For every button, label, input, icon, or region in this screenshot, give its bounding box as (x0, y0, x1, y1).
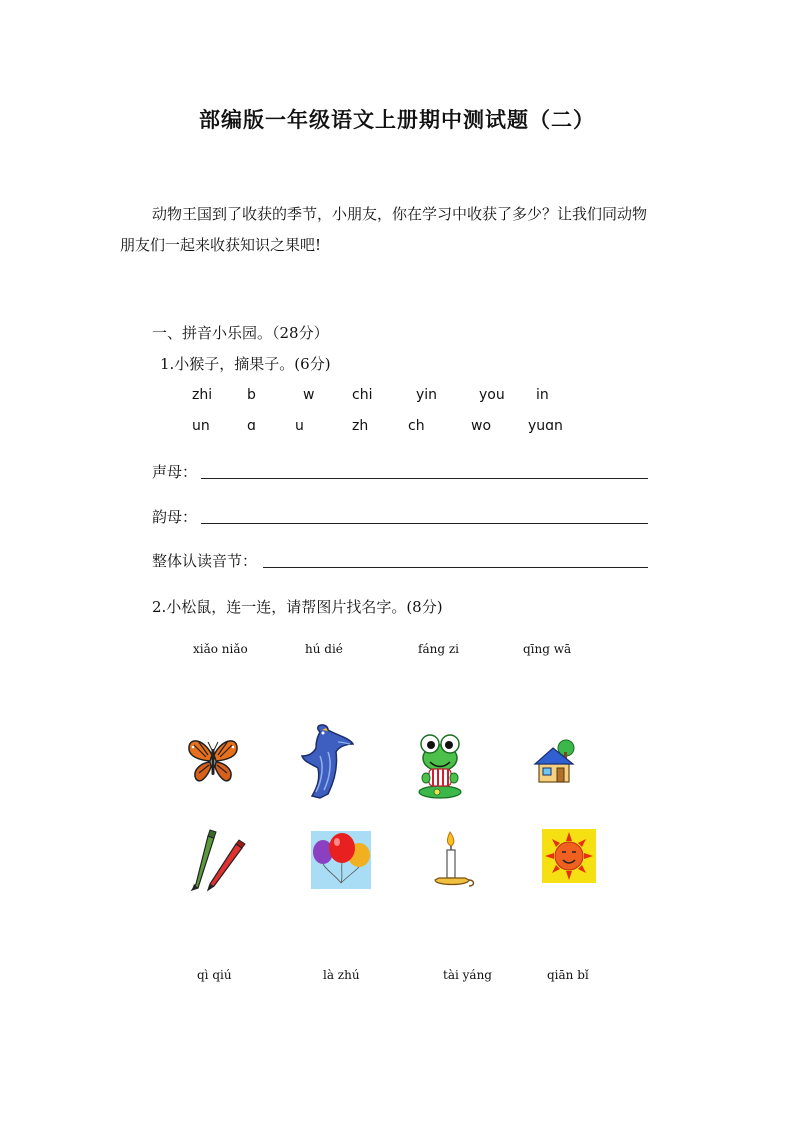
pinyin-item: yin (416, 387, 438, 403)
pinyin-word-hudie: hú dié (305, 642, 343, 656)
section-1-heading: 一、拼音小乐园。（28分） (152, 324, 329, 342)
frog-icon[interactable] (416, 730, 464, 800)
question-1-label: 1.小猴子，摘果子。(6分) (160, 355, 331, 373)
pinyin-word-qingwa: qīng wā (523, 642, 572, 656)
balloons-icon[interactable] (311, 831, 371, 889)
intro-line-1: 动物王国到了收获的季节，小朋友，你在学习中收获了多少？让我们同动物 (152, 205, 648, 223)
pinyin-item: zhi (192, 387, 213, 403)
zhengti-answer-line[interactable] (263, 567, 648, 568)
intro-line-2: 朋友们一起来收获知识之果吧! (120, 236, 322, 254)
pinyin-item: u (295, 418, 304, 434)
pinyin-item: ch (408, 418, 425, 434)
pinyin-item: un (192, 418, 210, 434)
pinyin-item: ɑ (247, 418, 256, 434)
pinyin-item: wo (471, 418, 492, 434)
pinyin-word-xiaoniao: xiǎo niǎo (193, 642, 248, 656)
pinyin-item: w (303, 387, 315, 403)
pinyin-word-qiqiu: qì qiú (197, 968, 232, 982)
pinyin-item: chi (352, 387, 373, 403)
yunmu-label: 韵母： (152, 508, 198, 526)
house-icon[interactable] (533, 738, 575, 786)
pinyin-item: you (479, 387, 505, 403)
shengmu-answer-line[interactable] (201, 478, 648, 479)
shengmu-label: 声母： (152, 463, 198, 481)
pinyin-item: b (247, 387, 256, 403)
pinyin-word-taiyang: tài yáng (443, 968, 492, 982)
bird-icon[interactable] (298, 722, 356, 800)
pinyin-word-fangzi: fáng zi (418, 642, 459, 656)
candle-icon[interactable] (431, 828, 477, 892)
yunmu-answer-line[interactable] (201, 523, 648, 524)
question-2-label: 2.小松鼠，连一连，请帮图片找名字。(8分) (152, 598, 443, 616)
page-title: 部编版一年级语文上册期中测试题（二） (199, 107, 595, 132)
butterfly-icon[interactable] (186, 735, 240, 785)
zhengti-label: 整体认读音节： (152, 552, 258, 570)
pinyin-word-lazhu: là zhú (323, 968, 360, 982)
pencils-icon[interactable] (188, 826, 246, 892)
pinyin-item: yuɑn (528, 418, 563, 434)
pinyin-item: in (536, 387, 549, 403)
sun-icon[interactable] (542, 829, 596, 883)
pinyin-word-qianbi: qiān bǐ (547, 968, 589, 982)
pinyin-item: zh (352, 418, 369, 434)
